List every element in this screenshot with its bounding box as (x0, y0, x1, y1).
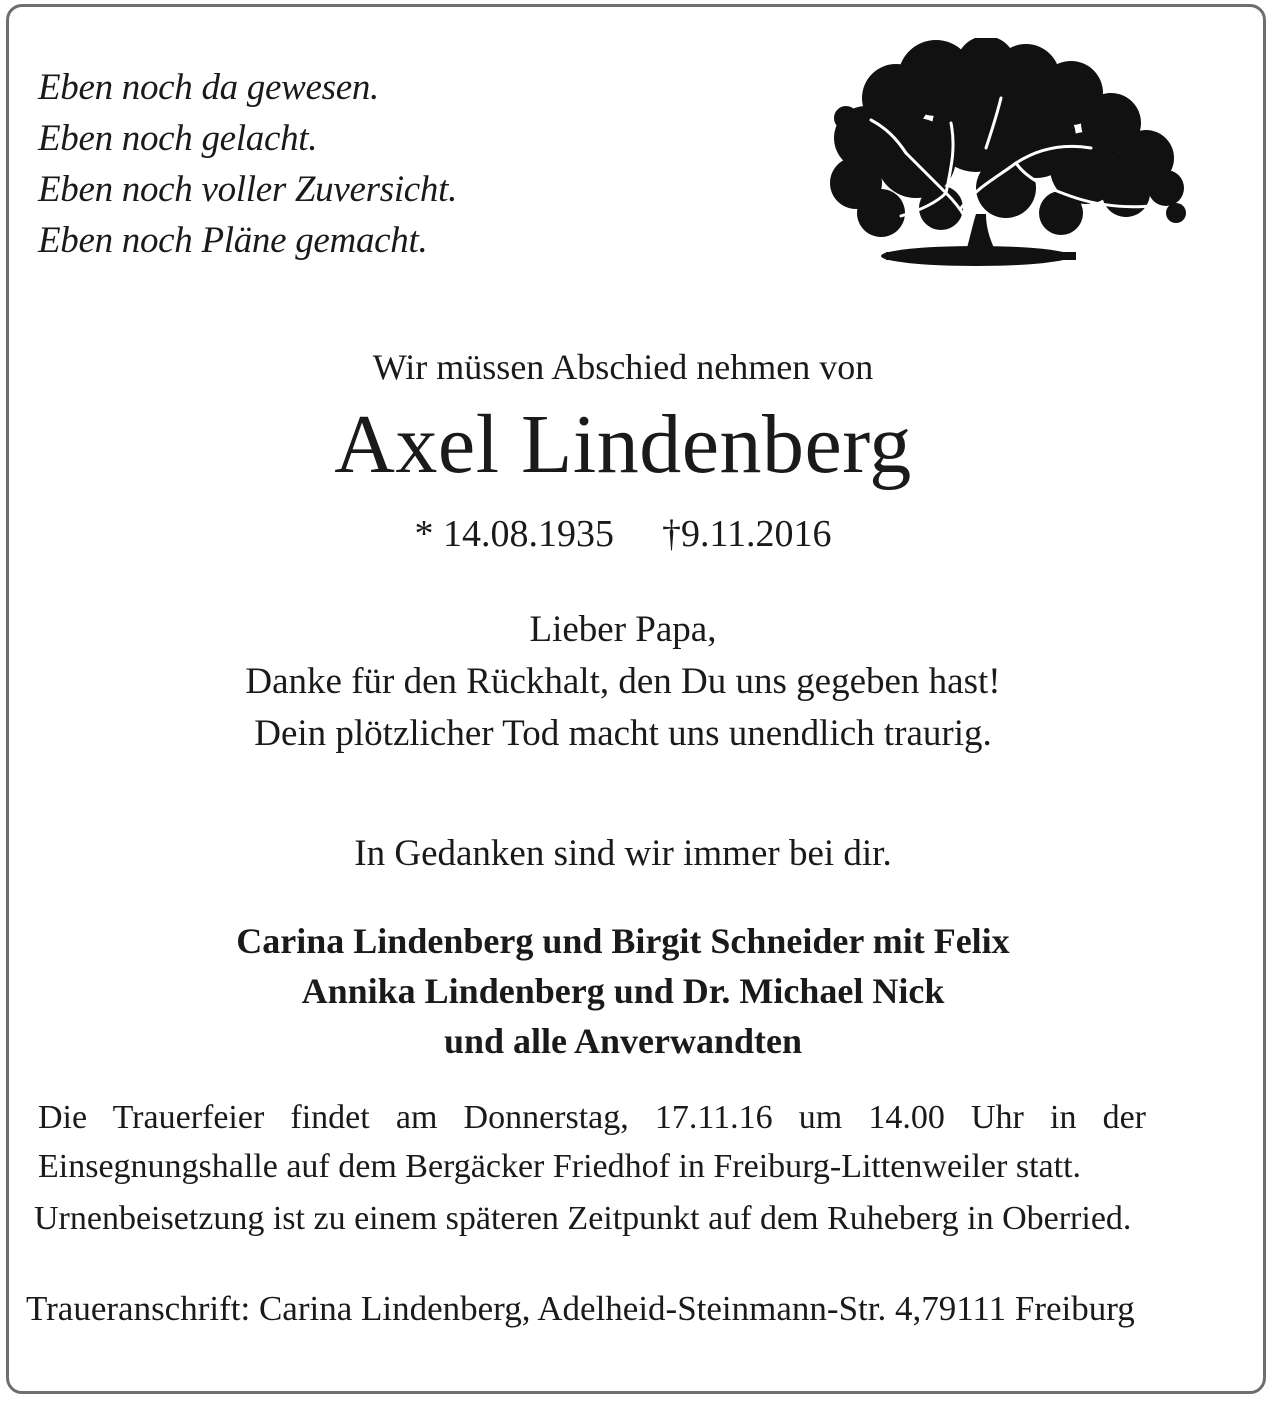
message-line: Lieber Papa, (529, 609, 717, 650)
mourning-address: Traueranschrift: Carina Lindenberg, Adelheid-Steinmann-Str. 4,79111 Freiburg (26, 1289, 1135, 1328)
intro-text: Wir müssen Abschied nehmen von (372, 347, 874, 387)
message-line: Dein plötzlicher Tod macht uns unendlich traurig. (254, 713, 992, 754)
death-date: †9.11.2016 (661, 513, 832, 555)
poem-line: Eben noch voller Zuversicht. (38, 169, 458, 210)
family-line: Carina Lindenberg und Birgit Schneider mit Felix (236, 921, 1010, 961)
family-signature (0, 916, 1246, 1066)
thoughts-line: In Gedanken sind wir immer bei dir. (354, 833, 892, 874)
tree-icon (826, 38, 1186, 270)
birth-date: * 14.08.1935 (414, 513, 614, 555)
poem (38, 62, 457, 266)
burial-info-line: Urnenbeisetzung ist zu einem späteren Zeitpunkt auf dem Ruheberg in Oberried. (34, 1200, 1132, 1237)
life-dates (0, 512, 1246, 556)
poem-line: Eben noch Pläne gemacht. (38, 220, 428, 261)
funeral-info-line: Einsegnungshalle auf dem Bergäcker Friedhof in Freiburg-Littenweiler statt. (38, 1148, 1082, 1185)
family-line: und alle Anverwandten (443, 1021, 803, 1061)
poem-line: Eben noch da gewesen. (38, 67, 379, 108)
funeral-info-line: Die Trauerfeier findet am Donnerstag, 17.11.16 um 14.00 Uhr in der (38, 1099, 1146, 1136)
family-line: Annika Lindenberg und Dr. Michael Nick (301, 971, 945, 1011)
deceased-name: Axel Lindenberg (334, 398, 912, 491)
personal-message (0, 604, 1246, 760)
message-line: Danke für den Rückhalt, den Du uns gegeben hast! (245, 661, 1001, 702)
poem-line: Eben noch gelacht. (38, 118, 318, 159)
